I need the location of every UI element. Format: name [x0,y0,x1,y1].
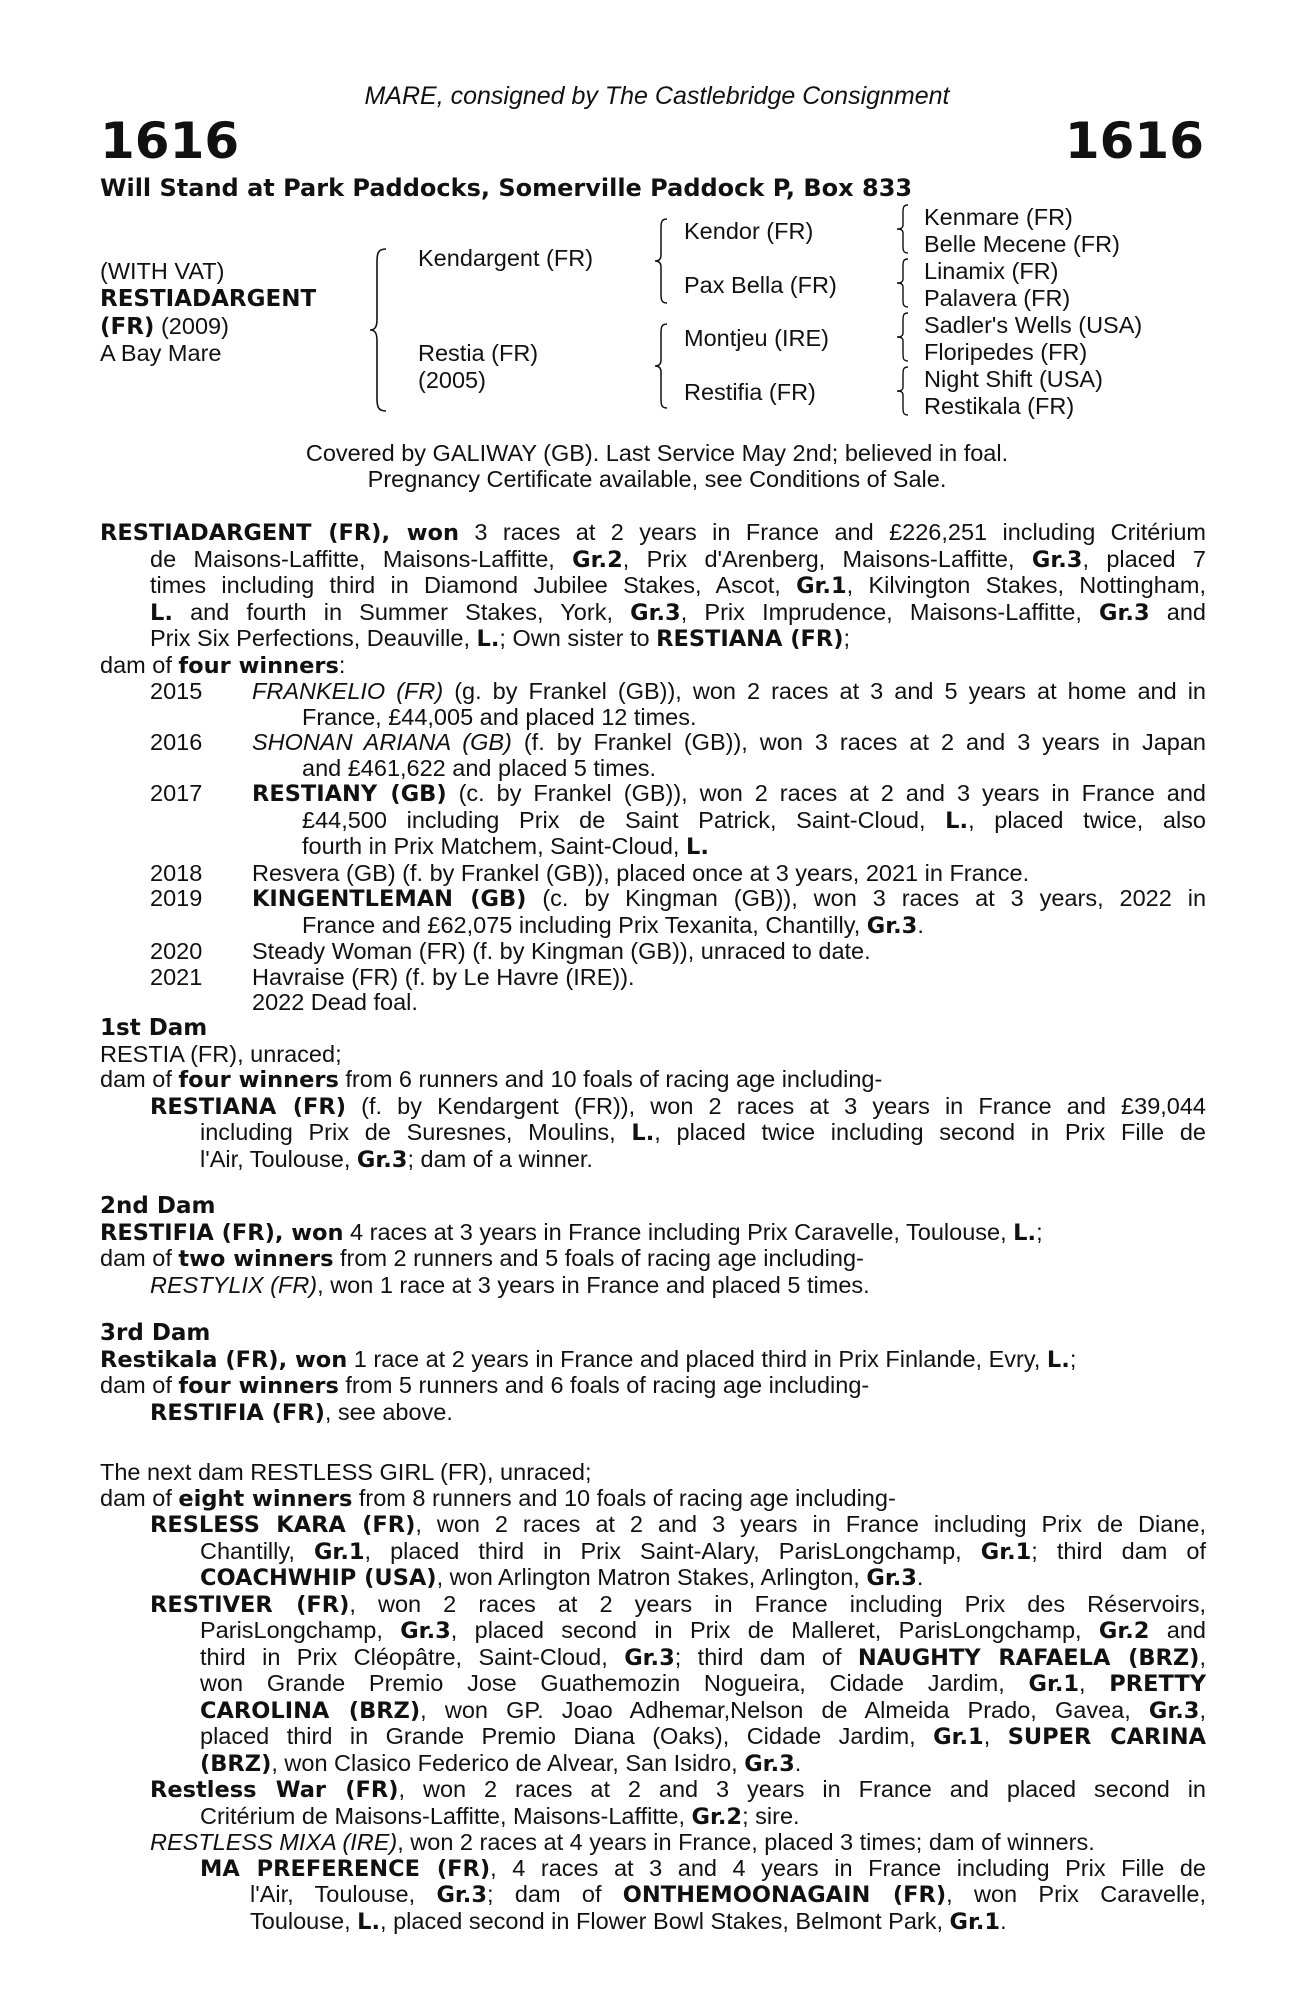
grade: Gr.3 [356,1146,408,1173]
text: , placed twice, also [968,806,1206,833]
text: (c. by Kingman (GB)), won 3 races at 3 years, 2022 in [526,885,1207,911]
horse-name: NAUGHTY RAFAELA (BRZ) [857,1644,1200,1671]
text: Steady Woman (FR) (f. by Kingman (GB)), unraced to date. [252,938,871,964]
winner-count: four winners [178,1067,339,1093]
covered-note [0,440,1314,492]
text: France and £62,075 including Prix Texanita, Chantilly, [302,911,867,938]
text: . [1000,1907,1007,1934]
grade: Gr.3 [1099,599,1150,626]
horse-name: RESTIADARGENT [100,286,317,312]
pedigree-brace-main [368,247,394,413]
mare-line [100,520,1206,547]
first-dam-section [100,1016,1206,1173]
produce-name: KINGENTLEMAN (GB) [252,886,527,912]
grade: Gr.1 [949,1908,1001,1935]
text: , Prix d'Arenberg, Maisons-Laffitte, [622,545,1032,572]
section-heading: 3rd Dam [100,1320,211,1346]
text: , see above. [324,1398,453,1425]
text: , Prix Imprudence, Maisons-Laffitte, [680,598,1100,625]
produce-entry [100,965,1206,991]
text: . [916,1564,924,1590]
text: , won 2 races at 2 and 3 years in France including Prix de Diane, [415,1511,1206,1537]
dam-dam: Restifia (FR) [684,379,816,405]
text: won Grande Premio Jose Guathemozin Nogueira, Cidade Jardim, [200,1670,1029,1696]
mare-line [100,573,1206,600]
text: l'Air, Toulouse, [250,1881,437,1907]
text: , [1199,1696,1206,1723]
text: . [917,911,924,938]
text: dam of [100,1372,179,1398]
grade: Gr.1 [980,1538,1032,1565]
text: , [1199,1643,1206,1670]
produce-year: 2015 [150,678,203,704]
text: ; [1069,1345,1077,1372]
mare-line [100,600,1206,627]
text: RESTIA (FR), unraced; [100,1040,342,1067]
covered-line-2: Pregnancy Certificate available, see Conditions of Sale. [367,466,947,492]
text: ; dam of [487,1881,623,1907]
text: France, £44,005 and placed 12 times. [302,703,697,730]
winner-count: four winners [178,652,339,679]
dam-sire-dam: Floripedes (FR) [924,339,1088,365]
text: including Prix de Suresnes, Moulins, [200,1119,632,1145]
sire-dam: Pax Bella (FR) [684,272,837,298]
text: ParisLongchamp, [200,1617,401,1643]
text: and fourth in Summer Stakes, York, [172,598,631,625]
horse-name: RESTLESS MIXA (IRE) [150,1829,398,1855]
mare-record [100,520,1206,1016]
stand-location: Will Stand at Park Paddocks, Somerville Paddock P, Box 833 [100,174,913,202]
winner-count: four winners [178,1373,339,1399]
grade: Gr.1 [1028,1671,1080,1697]
text: , won Prix Caravelle, [946,1881,1206,1907]
grade: Gr.3 [630,599,681,626]
pedigree-brace-dam [652,322,672,410]
horse-name: CAROLINA (BRZ) [200,1697,421,1724]
consignment-line: MARE, consigned by The Castlebridge Consignment [364,82,950,110]
text: and [1149,598,1206,625]
second-dam-section [100,1194,1206,1298]
sire-sire-dam: Belle Mecene (FR) [924,231,1120,257]
text: 1 race at 2 years in France and placed third in Prix Finlande, Evry, [347,1345,1047,1372]
text: , placed 7 [1082,545,1207,572]
horse-name: COACHWHIP (USA) [200,1565,437,1591]
text: ; third dam of [1031,1537,1207,1564]
covered-line-1: Covered by GALIWAY (GB). Last Service May 2nd; believed in foal. [305,440,1009,466]
text: Toulouse, [250,1907,358,1934]
horse-name: RESTIANA (FR) [150,1093,346,1120]
horse-name: MA PREFERENCE (FR) [200,1855,491,1882]
grade: L. [945,807,969,834]
horse-name: Restless War (FR) [150,1777,399,1803]
text: third in Prix Cléopâtre, Saint-Cloud, [200,1643,625,1670]
text: ; dam of a winner. [407,1145,593,1172]
text: from 8 runners and 10 foals of racing age including- [352,1484,896,1511]
text: 4 races at 3 years in France including Prix Caravelle, Toulouse, [343,1218,1014,1245]
text: £44,500 including Prix de Saint Patrick, Saint-Cloud, [302,806,946,833]
text: ; Own sister to [499,625,657,651]
grade: Gr.1 [933,1724,984,1750]
next-dam-section [100,1460,1206,1935]
sire-dam-dam: Palavera (FR) [924,285,1071,311]
horse-name: RESTIVER (FR) [150,1591,350,1618]
sister-name: RESTIANA (FR) [656,626,844,652]
grade: Gr.2 [1098,1618,1150,1644]
grade: Gr.3 [1148,1697,1200,1724]
text: , 4 races at 3 and 4 years in France including Prix Fille de [490,1854,1206,1881]
text: 3 races at 2 years in France and £226,251 including Critérium [458,519,1206,545]
grade: L. [357,1908,381,1935]
grade: Gr.3 [866,1565,917,1591]
text: ; third dam of [674,1643,858,1670]
mare-name: RESTIADARGENT (FR), won [100,520,459,546]
produce-name: FRANKELIO (FR) [252,678,444,704]
produce-name: RESTIANY (GB) [252,781,447,807]
text: (f. by Frankel (GB)), won 3 races at 2 and 3 years in Japan [511,729,1206,755]
text: ; [1036,1218,1043,1245]
grade: Gr.1 [313,1538,365,1565]
horse-name: RESTIFIA (FR), won [100,1219,344,1246]
produce-year: 2019 [150,885,203,911]
pedigree-brace-3b [894,257,912,309]
horse-origin [100,313,229,341]
text: ; [843,625,851,651]
sire-sire-sire: Kenmare (FR) [924,204,1073,230]
text: dam of [100,651,179,678]
grade: Gr.3 [744,1750,795,1777]
pedigree-brace-3d [894,365,912,417]
produce-name: SHONAN ARIANA (GB) [252,729,512,755]
text: Resvera (GB) (f. by Frankel (GB)), placed once at 3 years, 2021 in France. [252,859,1030,886]
third-dam-section [100,1321,1206,1426]
text: from 5 runners and 6 foals of racing age including- [338,1372,870,1398]
grade: L. [150,599,173,626]
dam-dam-sire: Night Shift (USA) [924,366,1103,392]
lot-number-right: 1616 [1064,112,1204,170]
horse-name: SUPER CARINA [1007,1724,1206,1750]
lot-number-left: 1616 [100,112,240,170]
text: and £461,622 and placed 5 times. [302,754,657,781]
text: , placed second in Prix de Malleret, ParisLongchamp, [450,1617,1099,1643]
text: (c. by Frankel (GB)), won 2 races at 2 and 3 years in France and [446,780,1206,806]
text: , won 1 race at 3 years in France and placed 5 times. [317,1271,870,1298]
text: de Maisons-Laffitte, Maisons-Laffitte, [150,545,573,572]
grade: Gr.3 [1031,546,1083,573]
horse-description: A Bay Mare [100,340,222,366]
horse-name: (BRZ) [200,1750,272,1777]
text: , [1079,1670,1110,1696]
text: . [794,1749,802,1776]
vat-note: (WITH VAT) [100,258,225,284]
text: (g. by Frankel (GB)), won 2 races at 3 and 5 years at home and in [443,678,1206,704]
grade: L. [686,834,709,860]
dam-sire-sire: Sadler's Wells (USA) [924,312,1143,338]
text: from 6 runners and 10 foals of racing age including- [338,1066,883,1092]
text: times including third in Diamond Jubilee Stakes, Ascot, [150,572,797,598]
text: (f. by Kendargent (FR)), won 2 races at 3 years in France and £39,044 [346,1092,1206,1119]
text: Critérium de Maisons-Laffitte, Maisons-Laffitte, [200,1802,692,1829]
text: dam of [100,1484,179,1511]
produce-year: 2020 [150,938,203,964]
horse-name: Restikala (FR), won [100,1346,348,1373]
section-heading: 1st Dam [100,1015,208,1041]
produce-entry [100,679,1206,730]
text: , won Clasico Federico de Alvear, San Isidro, [271,1749,745,1776]
grade: Gr.2 [691,1803,743,1830]
produce-entry [100,730,1206,781]
sire: Kendargent (FR) [418,245,594,271]
produce-entry [100,861,1206,887]
horse-name: PRETTY [1109,1671,1206,1697]
pedigree-brace-3c [894,311,912,363]
text: The next dam RESTLESS GIRL (FR), unraced; [100,1459,592,1485]
text: l'Air, Toulouse, [200,1145,357,1172]
produce-year: 2021 [150,963,203,990]
horse-name: ONTHEMOONAGAIN (FR) [622,1882,947,1908]
grade: Gr.1 [796,573,847,599]
text: dam of [100,1245,179,1271]
grade: L. [631,1120,655,1146]
text: from 2 runners and 5 foals of racing age including- [333,1245,864,1271]
text: Chantilly, [200,1537,314,1564]
text: fourth in Prix Matchem, Saint-Cloud, [302,833,686,859]
grade: L. [1046,1346,1070,1373]
text: Havraise (FR) (f. by Le Havre (IRE)). [252,963,635,990]
text: ; sire. [742,1802,800,1829]
produce-entry: 2022 Dead foal. [252,989,418,1015]
mare-line [100,653,1206,680]
sire-sire: Kendor (FR) [684,218,814,244]
produce-year: 2016 [150,729,203,755]
text: , Kilvington Stakes, Nottingham, [846,572,1206,598]
text: , placed third in Prix Saint-Alary, ParisLongchamp, [364,1537,981,1564]
produce-entry [100,781,1206,861]
grade: L. [476,626,500,652]
text: , placed second in Flower Bowl Stakes, Belmont Park, [380,1907,950,1934]
horse-year: (2009) [160,313,229,339]
horse-country: (FR) [100,314,155,340]
text: , won 2 races at 2 and 3 years in France and placed second in [398,1776,1207,1802]
sire-dam-sire: Linamix (FR) [924,258,1059,284]
text: , won Arlington Matron Stakes, Arlington, [436,1564,867,1590]
grade: Gr.3 [624,1644,675,1671]
text: : [338,651,346,678]
section-heading: 2nd Dam [100,1193,216,1219]
winner-count: eight winners [178,1485,353,1512]
horse-name: RESLESS KARA (FR) [150,1512,416,1538]
grade: Gr.2 [572,546,623,573]
grade: Gr.3 [436,1882,488,1908]
grade: L. [1013,1219,1037,1246]
dam-dam-dam: Restikala (FR) [924,393,1075,419]
text: placed third in Grande Premio Diana (Oaks), Cidade Jardim, [200,1723,934,1749]
text: , won 2 races at 4 years in France, placed 3 times; dam of winners. [397,1829,1095,1855]
produce-year: 2018 [150,859,203,886]
text: dam of [100,1066,179,1092]
text: , placed twice including second in Prix Fille de [654,1119,1206,1145]
text: , won 2 races at 2 years in France including Prix des Réservoirs, [349,1590,1206,1617]
pedigree-brace-sire [652,217,672,305]
mare-line [100,547,1206,574]
dam-sire: Montjeu (IRE) [684,325,829,351]
text: and [1149,1617,1206,1643]
horse-name: RESTIFIA (FR) [150,1399,325,1426]
text: , won GP. Joao Adhemar,Nelson de Almeida Prado, Gavea, [420,1696,1149,1723]
produce-year: 2017 [150,780,203,806]
text: , [983,1723,1008,1749]
winner-count: two winners [178,1246,334,1272]
pedigree-brace-3a [894,203,912,255]
horse-name: RESTYLIX (FR) [150,1271,318,1298]
text: Prix Six Perfections, Deauville, [150,625,477,651]
produce-entry [100,886,1206,939]
mare-line [100,626,1206,653]
dam: Restia (FR) [418,340,539,366]
grade: Gr.3 [400,1618,451,1644]
grade: Gr.3 [866,912,918,939]
dam-year: (2005) [418,367,486,393]
produce-entry [100,939,1206,965]
